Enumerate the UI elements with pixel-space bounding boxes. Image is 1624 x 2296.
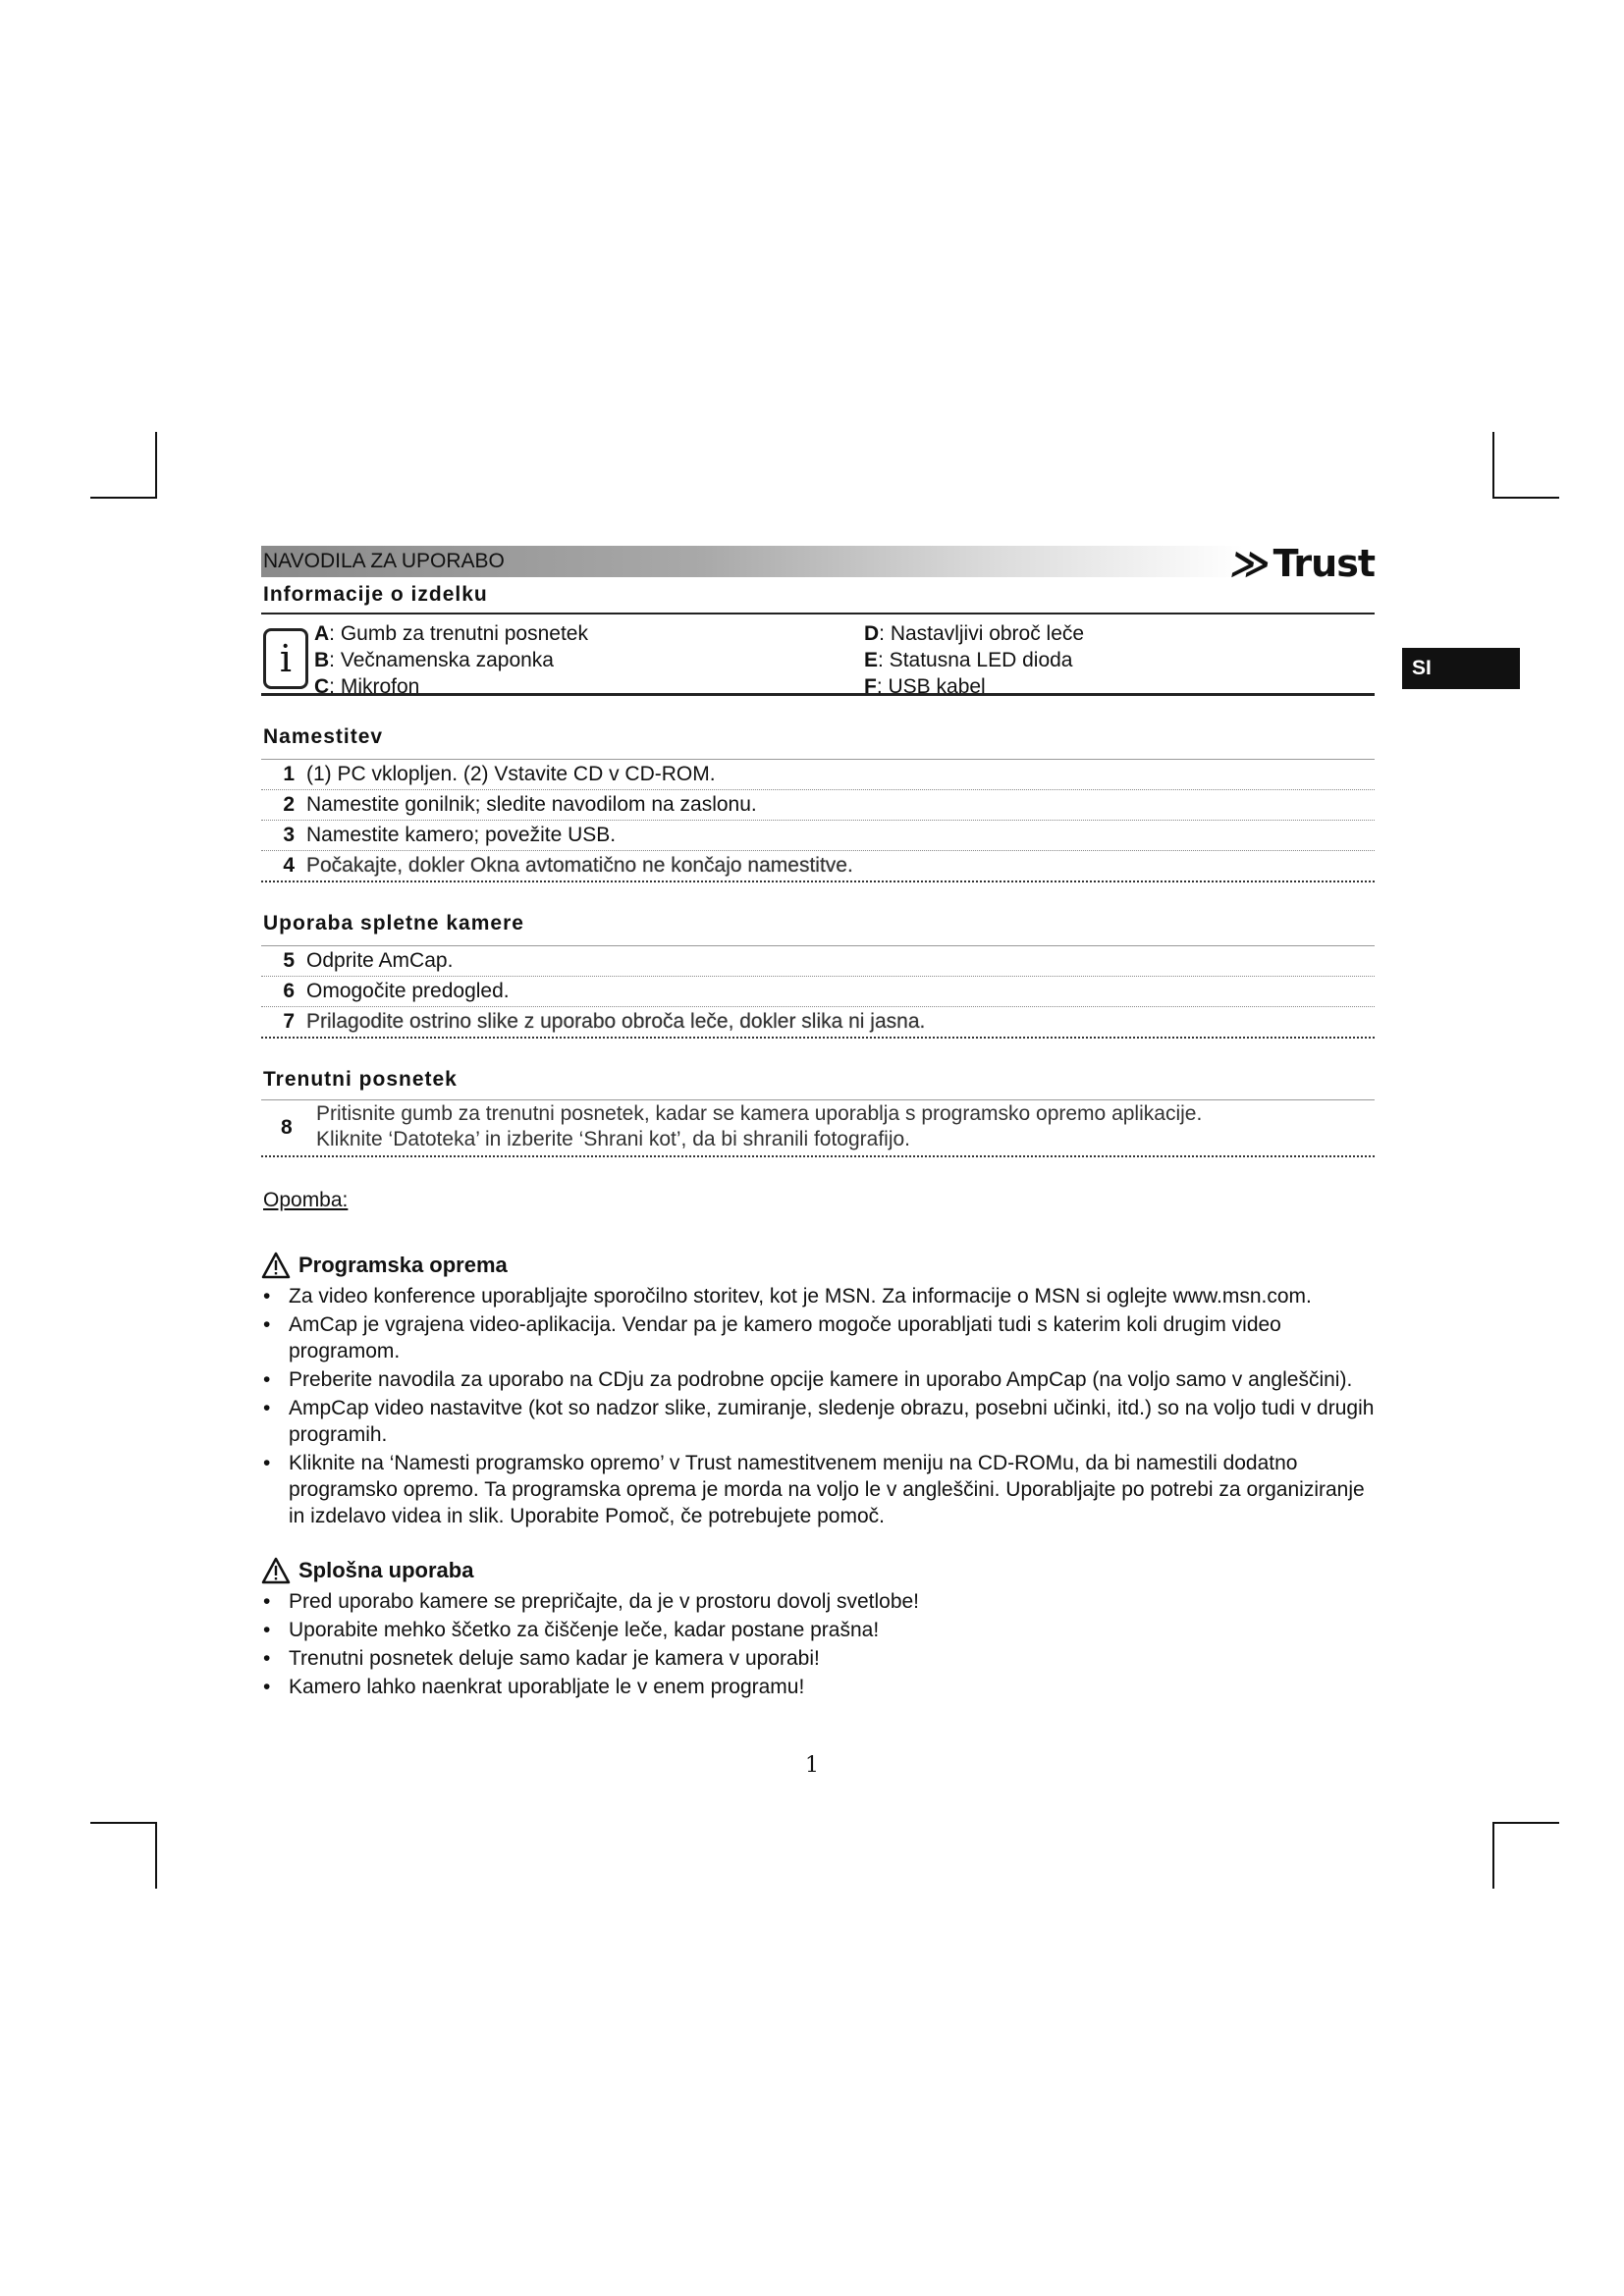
list-item: • Trenutni posnetek deluje samo kadar je kamera v uporabi! — [261, 1645, 1375, 1672]
step-row — [261, 1099, 1375, 1157]
page-content — [261, 542, 1375, 1702]
step-text-line: Pritisnite gumb za trenutni posnetek, kadar se kamera uporablja s programsko opremo aplikacije. — [316, 1102, 1203, 1125]
snapshot-section — [261, 1068, 1375, 1157]
usage-section-title: Uporaba spletne kamere — [263, 912, 524, 934]
list-item: • AmCap je vgrajena video-aplikacija. Vendar pa je kamero mogoče uporabljati tudi s katerim koli drugim video programom. — [261, 1311, 1375, 1364]
step-row: 1 (1) PC vklopljen. (2) Vstavite CD v CD-ROM. — [261, 760, 1375, 790]
crop-mark-bottom-left-v — [155, 1822, 157, 1889]
step-row: 3 Namestite kamero; povežite USB. — [261, 821, 1375, 851]
info-item: A: Gumb za trenutni posnetek — [314, 622, 588, 645]
info-item: C: Mikrofon — [314, 675, 420, 698]
language-tab: SI — [1402, 648, 1520, 689]
list-item: • Uporabite mehko ščetko za čiščenje leče, kadar postane prašna! — [261, 1617, 1375, 1643]
info-item: E: Statusna LED dioda — [864, 649, 1073, 671]
step-text-line: Kliknite ‘Datoteka’ in izberite ‘Shrani kot’, da bi shranili fotografijo. — [316, 1128, 911, 1150]
page-number: 1 — [805, 1753, 819, 1778]
step-row: 5 Odprite AmCap. — [261, 946, 1375, 977]
crop-mark-top-left-v — [155, 432, 157, 499]
trust-logo-mark-icon: ≫ — [1227, 542, 1273, 585]
step-row: 7 Prilagodite ostrino slike z uporabo obroča leče, dokler slika ni jasna. — [261, 1007, 1375, 1039]
software-bullet-list — [261, 1283, 1375, 1529]
info-icon: i — [263, 628, 308, 689]
warning-icon — [261, 1252, 291, 1279]
list-item: • AmpCap video nastavitve (kot so nadzor slike, zumiranje, sledenje obrazu, posebni učinki, itd.) so na voljo tudi v drugih programih. — [261, 1395, 1375, 1448]
general-bullet-list — [261, 1588, 1375, 1700]
step-number: 8 — [281, 1116, 293, 1139]
info-item: D: Nastavljivi obroč leče — [864, 622, 1085, 645]
install-section-title: Namestitev — [263, 725, 384, 748]
install-section — [261, 725, 1375, 882]
general-section-title: Splošna uporaba — [261, 1557, 1375, 1584]
crop-mark-bottom-left-h — [90, 1822, 157, 1824]
software-section-title: Programska oprema — [261, 1252, 1375, 1279]
info-column-left — [314, 620, 588, 700]
step-row: 2 Namestite gonilnik; sledite navodilom na zaslonu. — [261, 790, 1375, 821]
usage-steps — [261, 945, 1375, 1039]
manual-title: NAVODILA ZA UPORABO — [263, 550, 505, 572]
crop-mark-bottom-right-v — [1492, 1822, 1494, 1889]
step-row: 4 Počakajte, dokler Okna avtomatično ne končajo namestitve. — [261, 851, 1375, 882]
trust-logo — [1227, 542, 1375, 585]
list-item: • Za video konference uporabljajte sporočilno storitev, kot je MSN. Za informacije o MSN si oglejte www.msn.com. — [261, 1283, 1375, 1309]
note-label: Opomba: — [263, 1189, 349, 1211]
crop-mark-top-left-h — [90, 497, 157, 499]
warning-icon — [261, 1557, 291, 1584]
list-item: • Preberite navodila za uporabo na CDju za podrobne opcije kamere in uporabo AmpCap (na voljo samo v angleščini). — [261, 1366, 1375, 1393]
crop-mark-top-right-v — [1492, 432, 1494, 499]
crop-mark-bottom-right-h — [1492, 1822, 1559, 1824]
list-item: • Pred uporabo kamere se prepričajte, da je v prostoru dovolj svetlobe! — [261, 1588, 1375, 1615]
step-row: 6 Omogočite predogled. — [261, 977, 1375, 1007]
info-item: B: Večnamenska zaponka — [314, 649, 554, 671]
list-item: • Kliknite na ‘Namesti programsko opremo’ v Trust namestitvenem meniju na CD-ROMu, da bi namestili dodatno programsko opremo. Ta programska oprema je morda na voljo le v angleščini. Uporabljajte po potrebi za organiziranje in izdelavo videa in slik. Uporabite Pomoč, če potrebujete pomoč. — [261, 1450, 1375, 1529]
info-column-right — [864, 620, 1084, 700]
list-item: • Kamero lahko naenkrat uporabljate le v enem programu! — [261, 1674, 1375, 1700]
header-band — [261, 542, 1375, 585]
install-steps — [261, 759, 1375, 882]
usage-section — [261, 912, 1375, 1039]
info-section-title: Informacije o izdelku — [263, 583, 488, 606]
trust-logo-text: Trust — [1272, 542, 1375, 585]
snapshot-section-title: Trenutni posnetek — [263, 1068, 458, 1091]
crop-mark-top-right-h — [1492, 497, 1559, 499]
info-item: F: USB kabel — [864, 675, 986, 698]
product-info-block — [261, 613, 1375, 696]
